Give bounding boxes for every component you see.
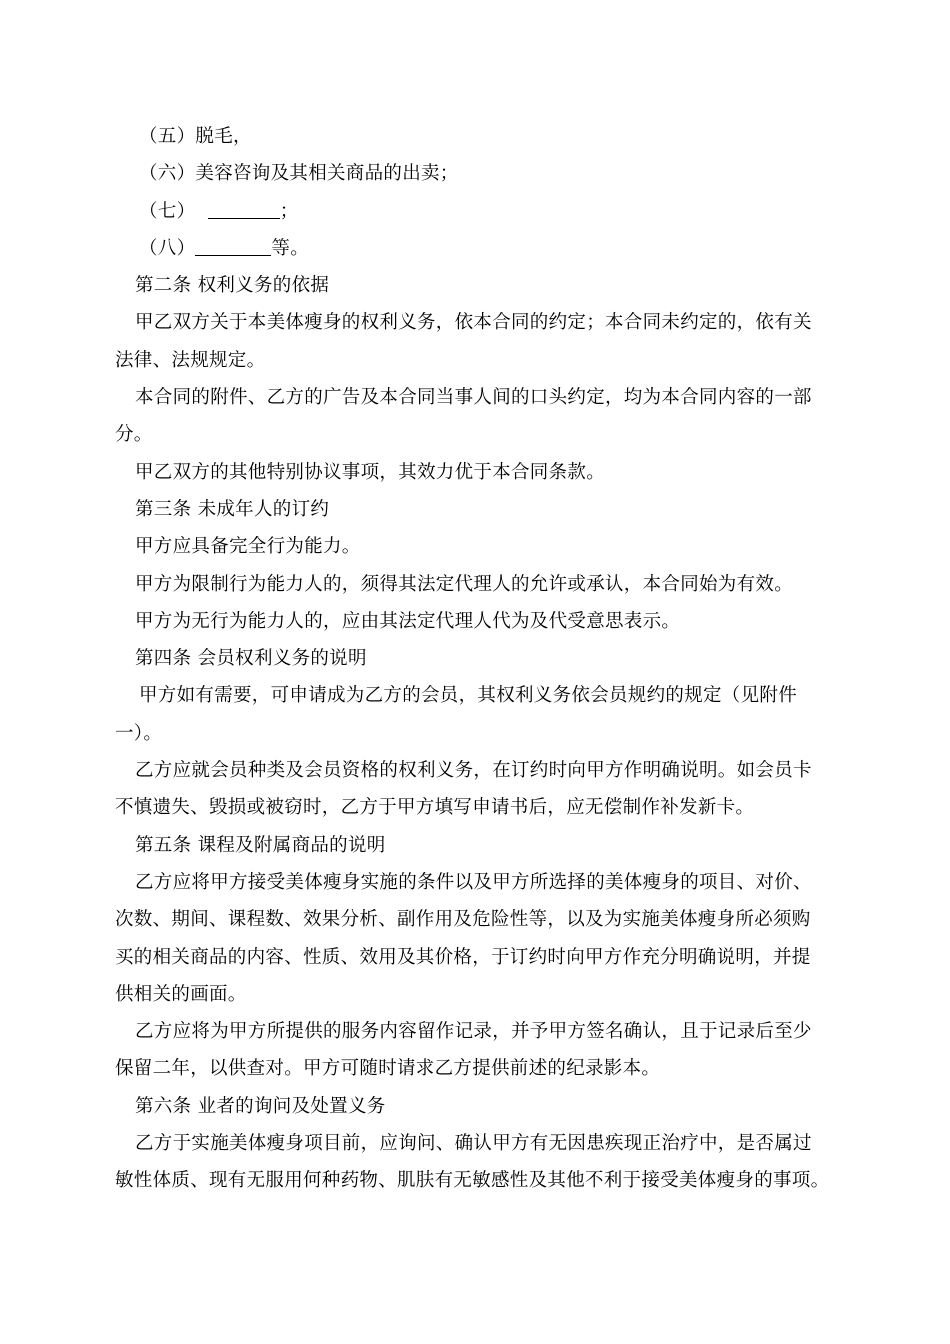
list-item-6: （六）美容咨询及其相关商品的出卖； <box>139 163 459 185</box>
list-item-8 <box>115 230 850 267</box>
article-4-paragraph-2-line-2: 不慎遗失、毁损或被窃时，乙方于甲方填写申请书后，应无偿制作补发新卡。 <box>115 797 755 819</box>
list-item-7-number: （七） <box>139 200 196 222</box>
article-6-heading: 第六条 业者的询问及处置义务 <box>135 1095 386 1117</box>
blank-line-8 <box>195 237 271 256</box>
article-4-paragraph-1-line-2: 一）。 <box>115 722 163 744</box>
article-3-paragraph-1: 甲方应具备完全行为能力。 <box>135 536 361 558</box>
article-6-paragraph-1-line-2: 敏性体质、现有无服用何种药物、肌肤有无敏感性及其他不利于接受美体瘦身的事项。 <box>115 1170 830 1192</box>
blank-line-7 <box>208 200 280 219</box>
article-5-paragraph-1-line-4: 供相关的画面。 <box>115 983 247 1005</box>
article-2-paragraph-1-line-1: 甲乙双方关于本美体瘦身的权利义务，依本合同的约定；本合同未约定的，依有关 <box>135 312 812 334</box>
article-3-paragraph-3: 甲方为无行为能力人的，应由其法定代理人代为及代受意思表示。 <box>135 610 681 632</box>
list-item-5: （五）脱毛， <box>139 126 252 147</box>
article-5-paragraph-1-line-3: 买的相关商品的内容、性质、效用及其价格，于订约时向甲方作充分明确说明，并提 <box>115 946 811 968</box>
article-2-paragraph-1-line-2: 法律、法规规定。 <box>115 349 266 371</box>
article-4-paragraph-2-line-1: 乙方应就会员种类及会员资格的权利义务，在订约时向甲方作明确说明。如会员卡 <box>135 760 812 782</box>
article-3-heading: 第三条 未成年人的订约 <box>135 498 330 520</box>
article-4-paragraph-1-line-1: 甲方如有需要，可申请成为乙方的会员，其权利义务依会员规约的规定（见附件 <box>139 685 798 707</box>
article-2-paragraph-3: 甲乙双方的其他特别协议事项，其效力优于本合同条款。 <box>135 461 606 483</box>
article-2-heading: 第二条 权利义务的依据 <box>135 275 330 297</box>
article-3-paragraph-2: 甲方为限制行为能力人的，须得其法定代理人的允许或承认，本合同始为有效。 <box>135 573 794 595</box>
article-6-paragraph-1-line-1: 乙方于实施美体瘦身项目前，应询问、确认甲方有无因患疾现正治疗中，是否属过 <box>135 1133 812 1155</box>
article-2-paragraph-2-line-1: 本合同的附件、乙方的广告及本合同当事人间的口头约定，均为本合同内容的一部 <box>135 387 812 409</box>
article-5-paragraph-2-line-1: 乙方应将为甲方所提供的服务内容留作记录，并予甲方签名确认，且于记录后至少 <box>135 1021 812 1043</box>
article-2-paragraph-2-line-2: 分。 <box>115 424 153 446</box>
article-4-heading: 第四条 会员权利义务的说明 <box>135 648 367 670</box>
list-item-7 <box>115 193 850 230</box>
list-item-8-number: （八） <box>139 237 196 259</box>
list-item-7-end: ； <box>279 200 299 222</box>
article-5-heading: 第五条 课程及附属商品的说明 <box>135 834 386 856</box>
article-5-paragraph-1-line-1: 乙方应将甲方接受美体瘦身实施的条件以及甲方所选择的美体瘦身的项目、对价、 <box>135 871 812 893</box>
document-page <box>115 118 850 1200</box>
article-5-paragraph-1-line-2: 次数、期间、课程数、效果分析、副作用及危险性等，以及为实施美体瘦身所必须购 <box>115 909 811 931</box>
article-5-paragraph-2-line-2: 保留二年，以供查对。甲方可随时请求乙方提供前述的纪录影本。 <box>115 1058 661 1080</box>
list-item-8-end: 等。 <box>271 237 310 259</box>
